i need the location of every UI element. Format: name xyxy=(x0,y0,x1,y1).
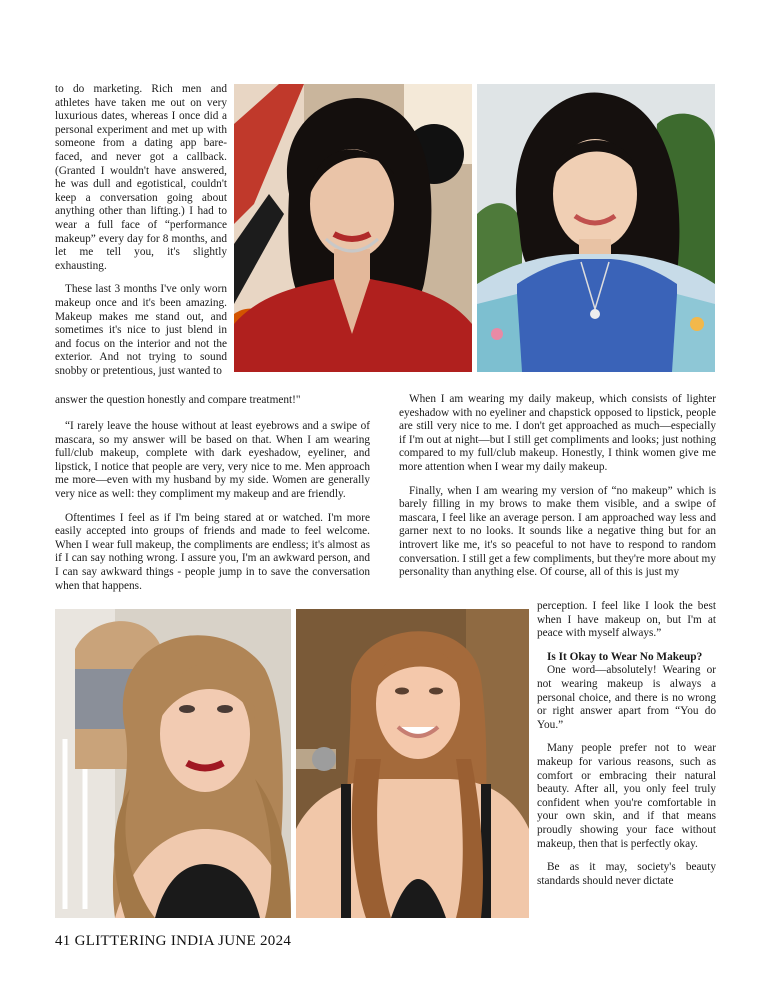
photo-woman-red-top xyxy=(234,84,472,372)
paragraph: Be as it may, society's beauty standards should never dictate xyxy=(537,861,716,887)
paragraph: Oftentimes I feel as if I'm being stared at or watched. I'm more easily accepted into groups of friends and made to feel welcome. When I wear full makeup, the compliments are endless; it's almost as if I can say nothing wrong. I assure you, I'm an awkward person, and I can say awkward things - people jump in to save the conversation when that happens. xyxy=(55,511,370,592)
section-heading: Is It Okay to Wear No Makeup? xyxy=(547,650,703,663)
article-text-col3 xyxy=(537,600,716,898)
paragraph: perception. I feel like I look the best when I have makeup on, but I'm at peace with myself always.” xyxy=(537,600,716,640)
article-text-col1-mid xyxy=(55,420,370,603)
paragraph: answer the question honestly and compare treatment!" xyxy=(55,394,301,406)
article-text-col2-mid xyxy=(399,393,716,590)
paragraph: These last 3 months I've only worn makeup once and it's been amazing. Makeup makes me stand out, and sometimes it's nice to just blend in and focus on the interior and not the exterior. And not trying to sound snobby or pretentious, just wanted to xyxy=(55,283,227,377)
paragraph: When I am wearing my daily makeup, which consists of lighter eyeshadow with no eyeliner and chapstick opposed to lipstick, people are still very nice to me. I don't get approached as much—especially if I'm out at night—but I still get compliments and looks; just nothing compared to my full/club makeup. Honestly, I think women give me more attention when I wear my daily makeup. xyxy=(399,393,716,473)
magazine-name: GLITTERING INDIA JUNE 2024 xyxy=(74,933,292,949)
paragraph: to do marketing. Rich men and athletes have taken me out on very luxurious dates, whereas I once did a personal experiment and met up with someone from a dating app bare-faced, and never got a callback. (Granted I wouldn't have answered, he was dull and egotistical, couldn't keep a conversation going about anything other than lifting.) I had to wear a full face of “performance makeup” every day for 8 months, and let me tell you, it's slightly exhausting. xyxy=(55,83,227,272)
article-text-col1-wide xyxy=(55,394,385,418)
paragraph: Finally, when I am wearing my version of “no makeup” which is barely filling in my brows to make them visible, and a swipe of mascara, I feel like an average person. I am approached way less and garner next to no looks. It sounds like a negative thing but for an introvert like me, it's so peaceful to not have to respond to random conversation. I still get a few compliments, but they're more about my personality than anything else. Of course, all of this is just my xyxy=(399,484,716,579)
photo-woman-blonde-makeup xyxy=(55,609,291,918)
article-text-col1-top xyxy=(55,83,227,378)
photo-woman-no-makeup xyxy=(296,609,529,918)
page-footer xyxy=(55,933,291,950)
photo-woman-blue-top xyxy=(477,84,715,372)
paragraph: Many people prefer not to wear makeup for various reasons, such as comfort or embracing their natural beauty. After all, you only feel truly confident when you're comfortable in your own skin, and if that means proudly showing your face without makeup, then that is perfectly okay. xyxy=(537,742,716,850)
paragraph: One word—absolutely! Wearing or not wearing makeup is always a personal choice, and there is no wrong or right answer apart from “You do You.” xyxy=(537,664,716,731)
paragraph: “I rarely leave the house without at least eyebrows and a swipe of mascara, so my answer will be based on that. When I am wearing full/club makeup, complete with dark eyeshadow, eyeliner, and lipstick, I notice that people are very, very nice to me. Men approach me more—even with my husband by my side. Women are generally very nice as well: they compliment my makeup and are friendly. xyxy=(55,420,370,500)
page-number: 41 xyxy=(55,933,71,949)
